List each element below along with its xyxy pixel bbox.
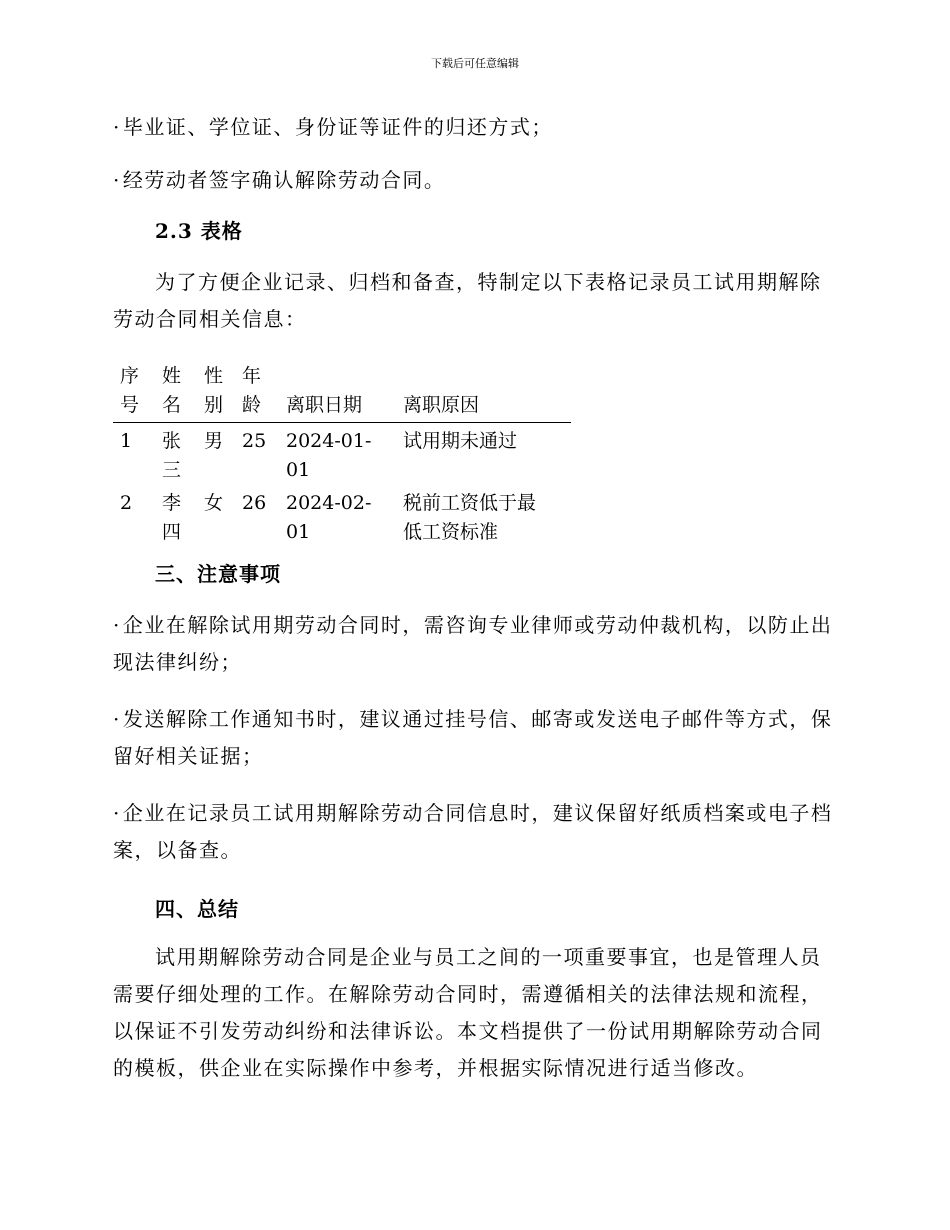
- notes-item: [113, 701, 833, 775]
- table-cell: 税前工资低于最低工资标准: [403, 492, 537, 543]
- page-header: 下载后可任意编辑: [431, 57, 519, 70]
- table-row: [113, 489, 571, 547]
- resignation-table: [113, 362, 571, 547]
- table-header-cell: 年龄: [242, 365, 262, 416]
- table-cell: 2024-02-01: [286, 492, 372, 543]
- bullet-text: 毕业证、学位证、身份证等证件的归还方式；: [122, 115, 553, 139]
- table-cell: 李四: [162, 492, 182, 543]
- bullet-symbol: ·: [113, 613, 121, 637]
- table-header-cell: 离职日期: [286, 394, 363, 416]
- table-row: [113, 427, 571, 485]
- bullet-symbol: ·: [113, 707, 121, 731]
- bullet-symbol: ·: [113, 801, 121, 825]
- table-cell: 25: [242, 430, 267, 452]
- table-cell: 2: [120, 492, 133, 514]
- bullet-symbol: ·: [113, 115, 121, 139]
- table-header-row: [113, 362, 571, 423]
- notes-item: [113, 795, 833, 869]
- bullet-symbol: ·: [113, 168, 121, 192]
- notes-item-text: 企业在记录员工试用期解除劳动合同信息时，建议保留好纸质档案或电子档案，以备查。: [113, 801, 833, 862]
- bullet-item: [113, 162, 833, 199]
- table-cell: 2024-01-01: [286, 430, 372, 481]
- notes-item-text: 企业在解除试用期劳动合同时，需咨询专业律师或劳动仲裁机构，以防止出现法律纠纷；: [113, 613, 833, 674]
- section-heading-summary: 四、总结: [155, 897, 239, 921]
- table-cell: 张三: [162, 430, 182, 481]
- bullet-text: 经劳动者签字确认解除劳动合同。: [122, 168, 446, 192]
- table-header-cell: 姓名: [162, 365, 182, 416]
- table-header-cell: 性别: [204, 365, 224, 416]
- notes-item-text: 发送解除工作通知书时，建议通过挂号信、邮寄或发送电子邮件等方式，保留好相关证据；: [113, 707, 833, 768]
- table-cell: 男: [204, 430, 224, 452]
- section-heading-table: 2.3 表格: [155, 219, 243, 243]
- table-header-cell: 序号: [120, 365, 140, 416]
- notes-item: [113, 607, 833, 681]
- summary-paragraph: 试用期解除劳动合同是企业与员工之间的一项重要事宜，也是管理人员需要仔细处理的工作。在解除劳动合同时，需遵循相关的法律法规和流程，以保证不引发劳动纠纷和法律诉讼。本文档提供了一份试用期解除劳动合同的模板，供企业在实际操作中参考，并根据实际情况进行适当修改。: [113, 945, 823, 1080]
- table-cell: 女: [204, 492, 224, 514]
- section-heading-notes: 三、注意事项: [155, 562, 281, 586]
- table-cell: 试用期未通过: [403, 430, 518, 452]
- table-cell: 26: [242, 492, 267, 514]
- table-intro-paragraph: 为了方便企业记录、归档和备查，特制定以下表格记录员工试用期解除劳动合同相关信息：: [113, 270, 822, 331]
- table-header-cell: 离职原因: [403, 394, 480, 416]
- table-cell: 1: [120, 430, 133, 452]
- bullet-item: [113, 109, 833, 146]
